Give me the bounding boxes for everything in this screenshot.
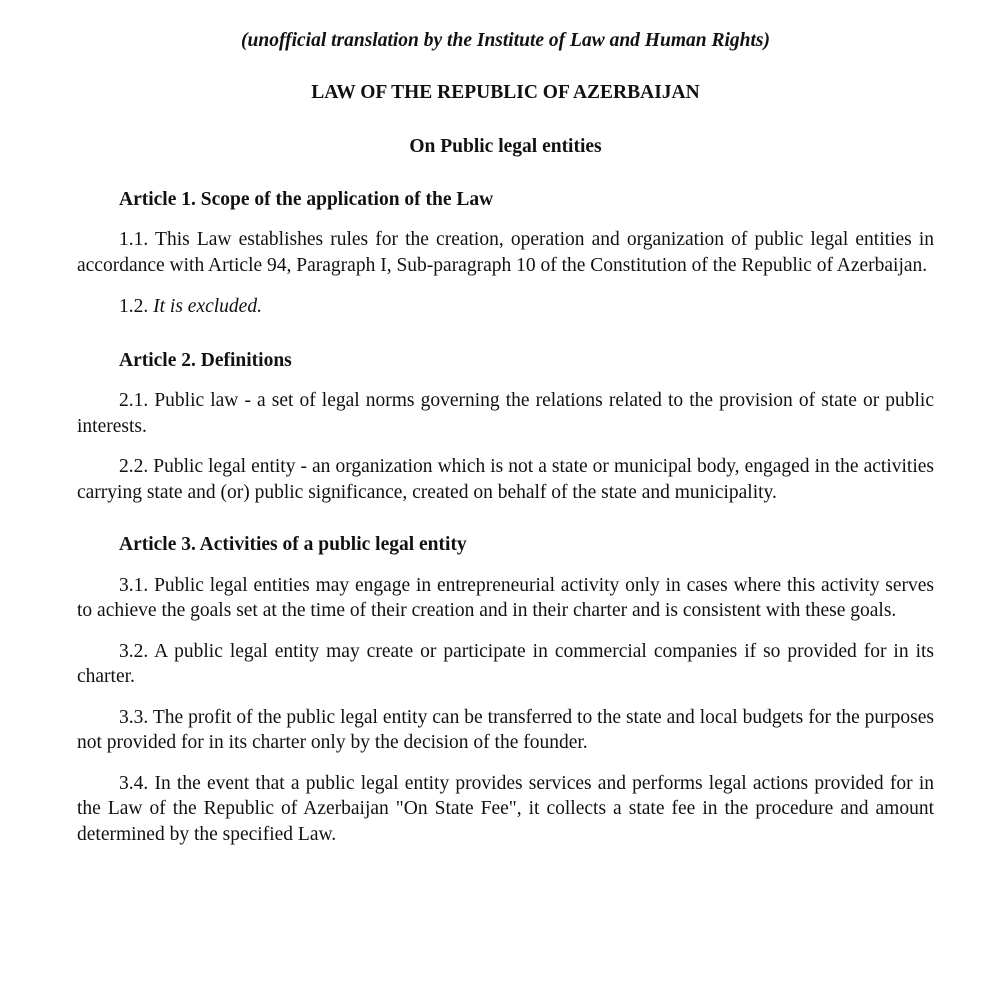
law-subject: On Public legal entities [409,136,602,157]
law-title: LAW OF THE REPUBLIC OF AZERBAIJAN [311,81,700,103]
paragraph-3-2 [77,639,934,690]
paragraph-text: Public legal entity - an organization which is not a state or municipal body, engaged in the activities carrying state and (or) public significance, created on behalf of the state and municipality. [77,456,935,503]
paragraph-text: This Law establishes rules for the creation, operation and organization of public legal entities in accordance with Article 94, Paragraph I, Sub-paragraph 10 of the Constitution of the Republic of Azerbaijan. [77,229,934,276]
paragraph-number: 1.1. [119,229,149,250]
paragraph-text: It is excluded. [153,296,262,317]
paragraph-number: 1.2. [119,296,149,317]
paragraph-number: 3.2. [119,640,149,662]
article-3-heading: Article 3. Activities of a public legal entity [119,534,467,555]
paragraph-1-2 [77,294,934,320]
paragraph-2-2 [77,454,934,505]
paragraph-3-4 [77,771,934,848]
paragraph-number: 3.4. [119,772,149,794]
paragraph-2-1 [77,388,934,439]
paragraph-number: 3.3. [119,706,149,728]
article-2-heading: Article 2. Definitions [119,349,292,371]
paragraph-number: 3.1. [119,574,149,596]
paragraph-3-3 [77,705,934,756]
paragraph-text: Public law - a set of legal norms governing the relations related to the provision of state or public interests. [77,390,935,437]
paragraph-text: The profit of the public legal entity can be transferred to the state and local budgets for the purposes not provided for in its charter only by the decision of the founder. [77,706,934,753]
paragraph-text: A public legal entity may create or participate in commercial companies if so provided for in its charter. [77,640,934,687]
paragraph-1-1 [77,227,934,278]
document-page [0,28,1000,994]
translation-note: (unofficial translation by the Institute of Law and Human Rights) [241,30,770,51]
paragraph-number: 2.2. [119,456,149,477]
paragraph-number: 2.1. [119,390,149,411]
paragraph-text: Public legal entities may engage in entrepreneurial activity only in cases where this activity serves to achieve the goals set at the time of their creation and in their charter and is consistent with these goals. [77,574,935,621]
paragraph-text: In the event that a public legal entity provides services and performs legal actions provided for in the Law of the Republic of Azerbaijan "On State Fee", it collects a state fee in the procedure and amount determined by the specified Law. [77,772,935,845]
paragraph-3-1 [77,573,934,624]
article-1-heading: Article 1. Scope of the application of the Law [119,188,494,210]
